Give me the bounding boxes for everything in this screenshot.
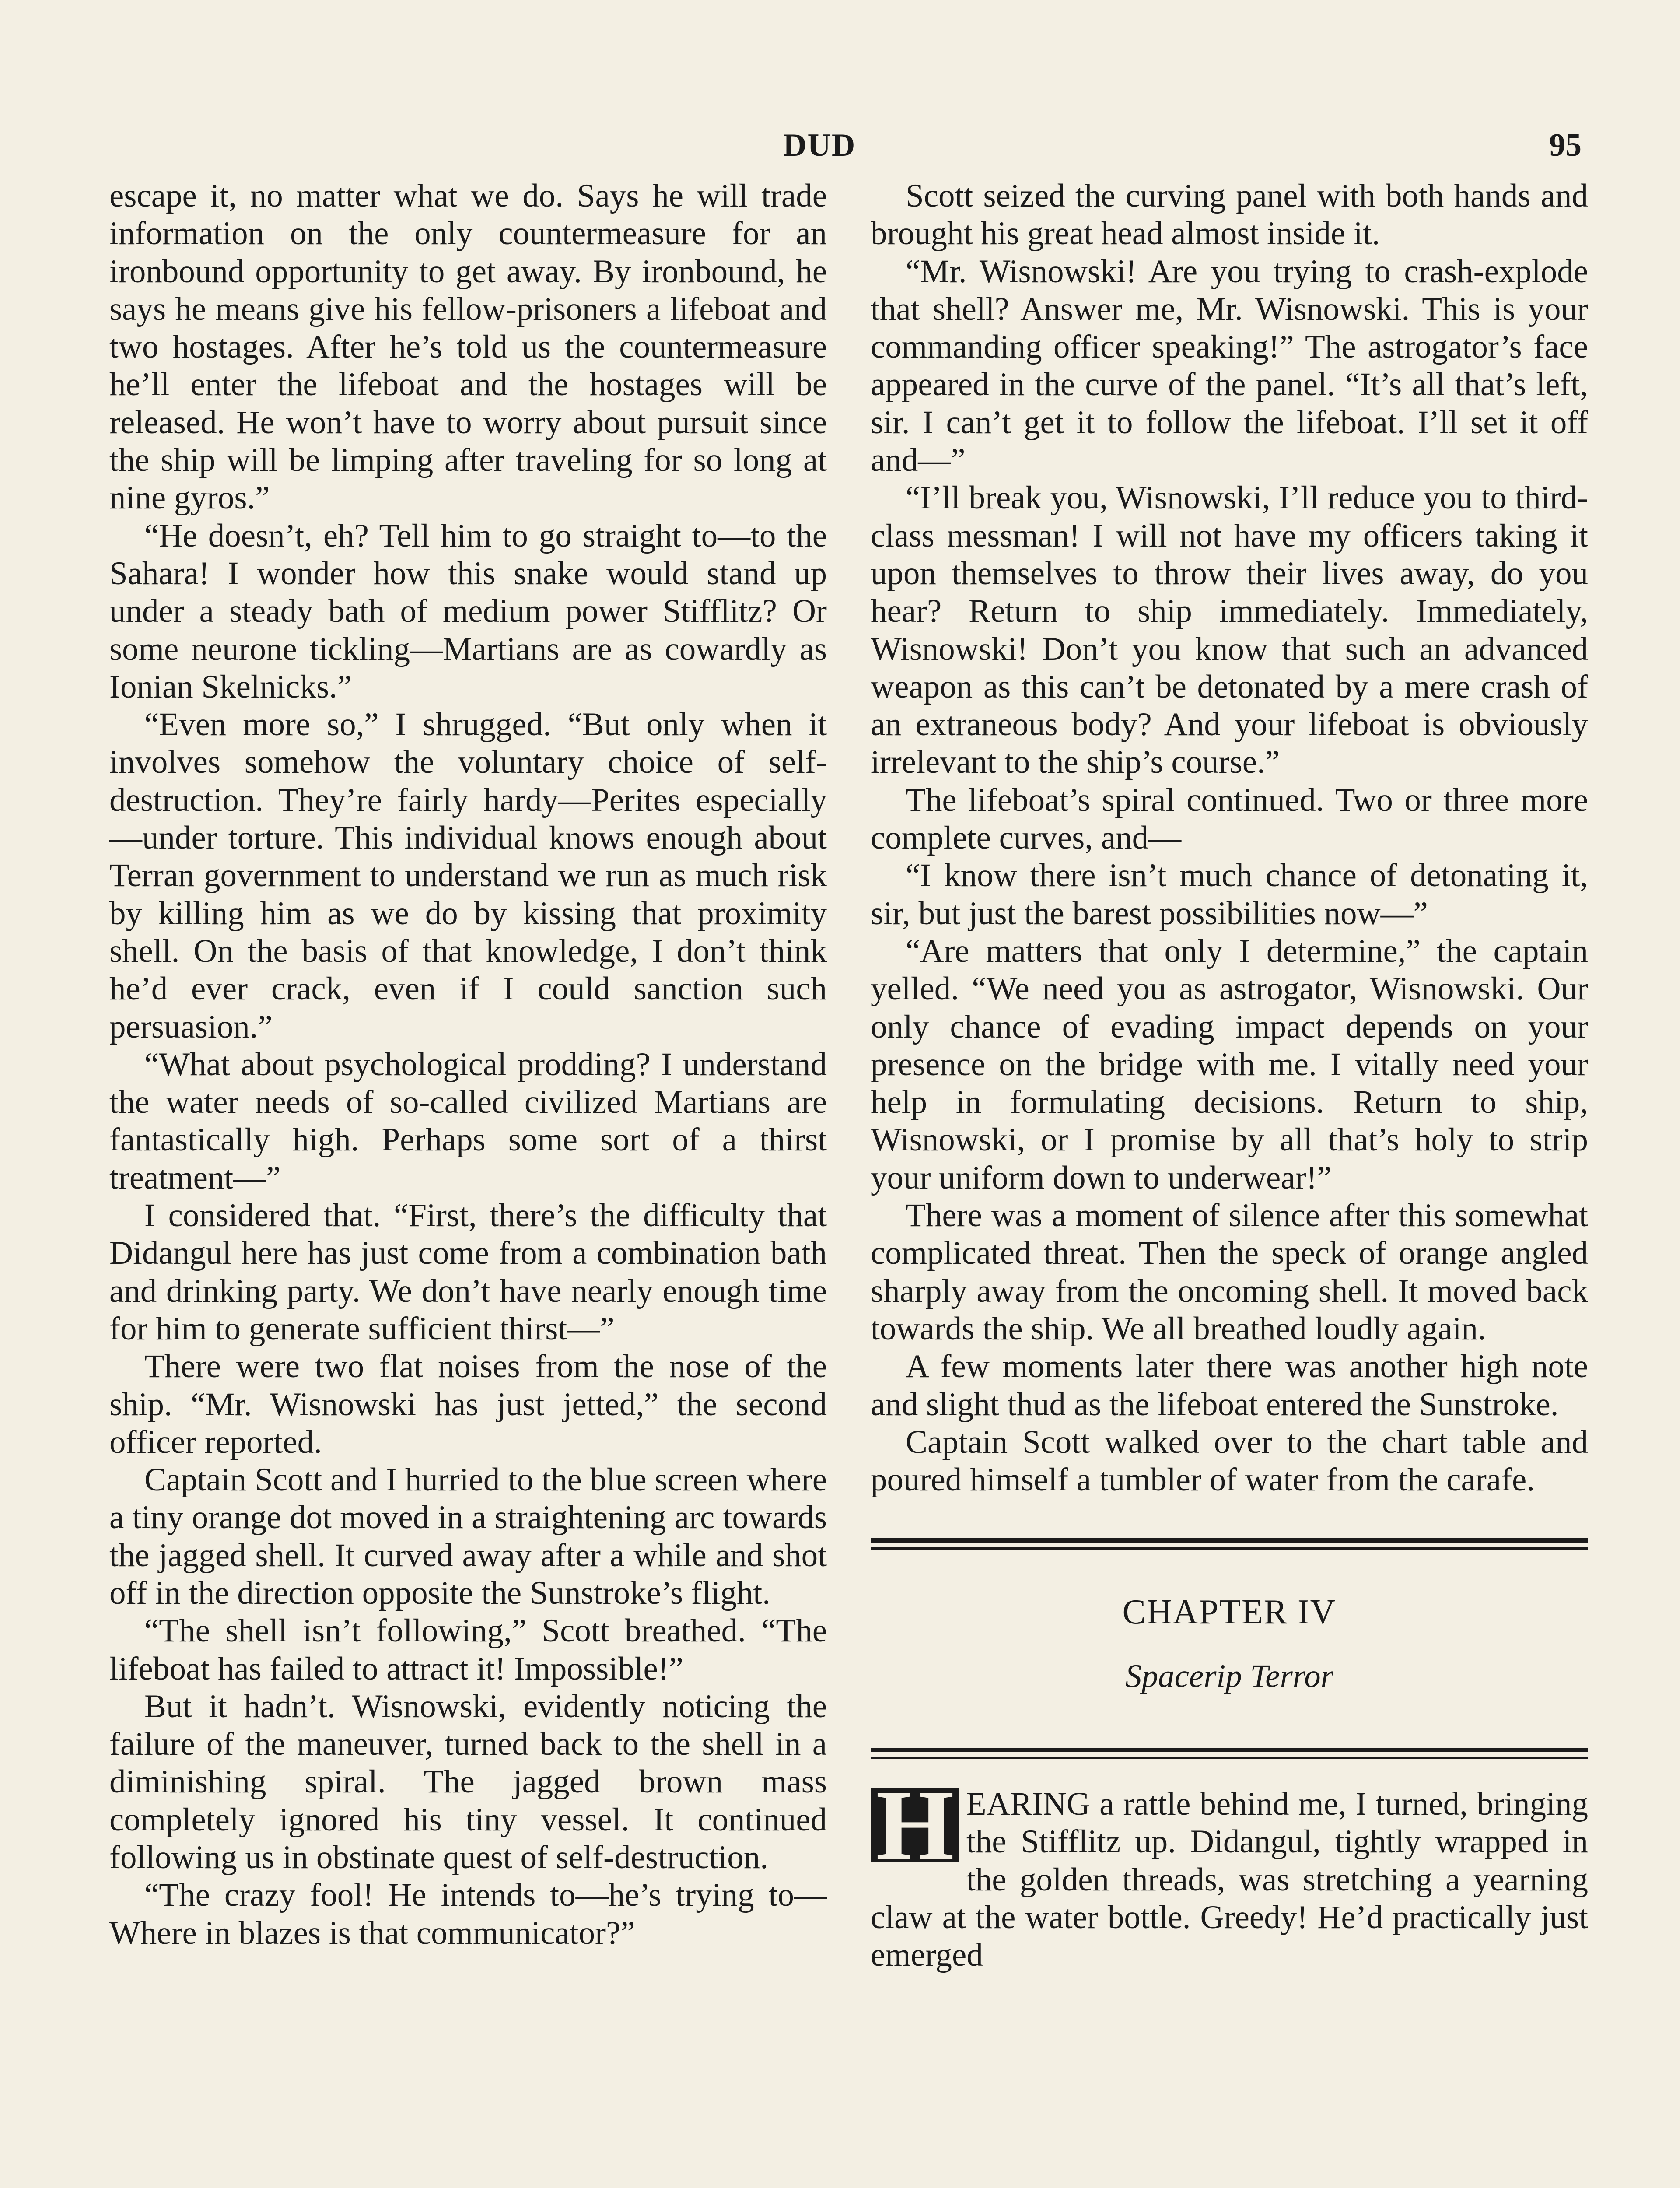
paragraph: “The shell isn’t following,” Scott breathed. “The lifeboat has failed to attract it! Impossible!” [109, 1613, 827, 1687]
chapter-opening-text: EARING a rattle behind me, I turned, bringing the Stifflitz up. Didangul, tightly wrapped in the golden threads, was stretching a yearning claw at the water bottle. Greedy! He’d practically just emerged [871, 1785, 1588, 1974]
paragraph: Captain Scott and I hurried to the blue screen where a tiny orange dot moved in a straightening arc towards the jagged shell. It curved away after a while and shot off in the direction opposite the Sunstroke’s flight. [109, 1462, 827, 1611]
paragraph: “Mr. Wisnowski! Are you trying to crash-explode that shell? Answer me, Mr. Wisnowski. This is your commanding officer speaking!” The astrogator’s face appeared in the curve of the panel. “It’s all that’s left, sir. I can’t get it to follow the lifeboat. I’ll set it off and—” [871, 253, 1588, 479]
paragraph: “Even more so,” I shrugged. “But only when it involves somehow the voluntary choice of self-destruction. They’re fairly hardy—Perites especially—under torture. This individual knows enough about Terran government to understand we run as much risk by killing him as we do by kissing that proximity shell. On the basis of that knowledge, I don’t think he’d ever crack, even if I could sanction such persuasion.” [109, 706, 827, 1045]
paragraph: “I know there isn’t much chance of detonating it, sir, but just the barest possibilities now—” [871, 857, 1588, 932]
drop-cap: H [871, 1788, 959, 1862]
paragraph: A few moments later there was another high note and slight thud as the lifeboat entered the Sunstroke. [871, 1348, 1588, 1423]
paragraph: “He doesn’t, eh? Tell him to go straight to—to the Sahara! I wonder how this snake would stand up under a steady bath of medium power Stifflitz? Or some neurone tickling—Martians are as cowardly as Ionian Skelnicks.” [109, 517, 827, 705]
chapter-subtitle: Spacerip Terror [1125, 1658, 1334, 1694]
paragraph: Captain Scott walked over to the chart table and poured himself a tumbler of water from the carafe. [871, 1424, 1588, 1498]
chapter-opening-paragraph [871, 1769, 1588, 1974]
running-head: DUD [783, 127, 856, 163]
paragraph: “The crazy fool! He intends to—he’s trying to— Where in blazes is that communicator?” [109, 1877, 827, 1951]
paragraph: “I’ll break you, Wisnowski, I’ll reduce you to third-class messman! I will not have my officers taking it upon themselves to throw their lives away, do you hear? Return to ship immediately. Immediately, Wisnowski! Don’t you know that such an advanced weapon as this can’t be detonated by a mere crash of an extraneous body? And your lifeboat is obviously irrelevant to the ship’s course.” [871, 480, 1588, 781]
chapter-heading: CHAPTER IV [1122, 1593, 1337, 1632]
page-number: 95 [1549, 127, 1582, 163]
paragraph: escape it, no matter what we do. Says he will trade information on the only countermeasure for an ironbound opportunity to get away. By ironbound, he says he means give his fellow-prisoners a lifeboat and two hostages. After he’s told us the countermeasure he’ll enter the lifeboat and the hostages will be released. He won’t have to worry about pursuit since the ship will be limping after traveling for so long at nine gyros.” [109, 178, 827, 516]
paragraph: The lifeboat’s spiral continued. Two or three more complete curves, and— [871, 782, 1588, 856]
left-column [109, 177, 827, 1952]
paragraph: Scott seized the curving panel with both hands and brought his great head almost inside it. [871, 178, 1588, 252]
right-column [871, 177, 1588, 1974]
paragraph: There were two flat noises from the nose of the ship. “Mr. Wisnowski has just jetted,” the second officer reported. [109, 1348, 827, 1460]
paragraph: I considered that. “First, there’s the difficulty that Didangul here has just come from a combination bath and drinking party. We don’t have nearly enough time for him to generate sufficient thirst—” [109, 1197, 827, 1347]
section-rule-top [871, 1538, 1588, 1550]
paragraph: “Are matters that only I determine,” the captain yelled. “We need you as astrogator, Wisnowski. Our only chance of evading impact depends on your presence on the bridge with me. I vitally need your help in formulating decisions. Return to ship, Wisnowski, or I promise by all that’s holy to strip your uniform down to underwear!” [871, 933, 1588, 1196]
section-rule-bottom [871, 1748, 1588, 1759]
paragraph: But it hadn’t. Wisnowski, evidently noticing the failure of the maneuver, turned back to the shell in a diminishing spiral. The jagged brown mass completely ignored his tiny vessel. It continued following us in obstinate quest of self-destruction. [109, 1688, 827, 1876]
paragraph: There was a moment of silence after this somewhat complicated threat. Then the speck of orange angled sharply away from the oncoming shell. It moved back towards the ship. We all breathed loudly again. [871, 1197, 1588, 1347]
paragraph: “What about psychological prodding? I understand the water needs of so-called civilized Martians are fantastically high. Perhaps some sort of a thirst treatment—” [109, 1046, 827, 1196]
